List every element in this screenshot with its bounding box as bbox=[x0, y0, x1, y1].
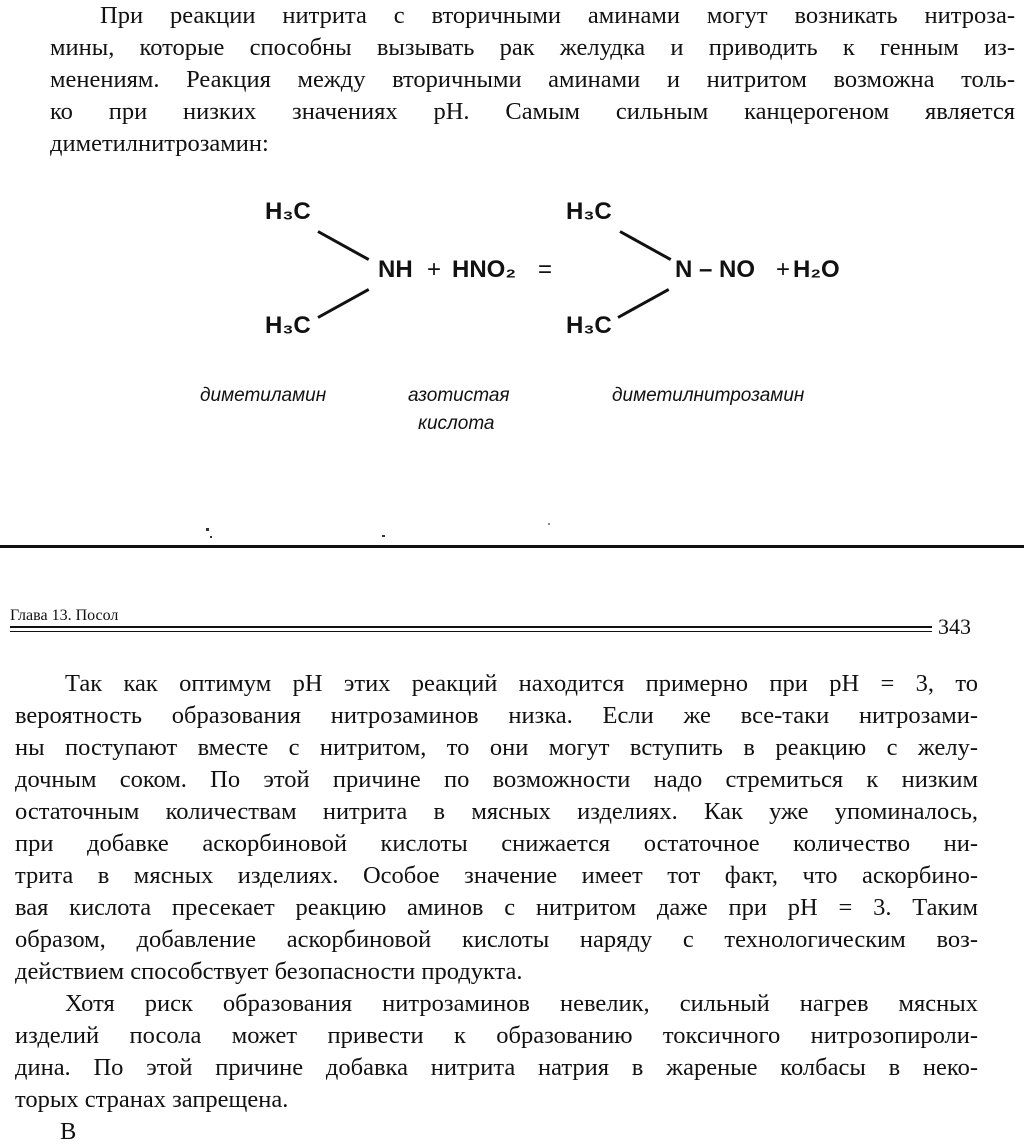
text-line: диметилнитрозамин: bbox=[50, 130, 269, 157]
bond-line bbox=[317, 288, 369, 319]
caption-nitrous-acid-line1: азотистая bbox=[408, 385, 510, 406]
bond-line bbox=[617, 288, 669, 319]
text-line: образом, добавление аскорбиновой кислоты наряду с технологическим воз- bbox=[15, 926, 978, 953]
text-line: ны поступают вместе с нитритом, то они могут вступить в реакцию с желу- bbox=[15, 734, 978, 761]
body-paragraph bbox=[15, 668, 978, 988]
scan-speck bbox=[382, 535, 385, 537]
amine-nh: NH bbox=[378, 256, 413, 283]
text-line: Хотя риск образования нитрозаминов невелик, сильный нагрев мясных bbox=[65, 990, 978, 1017]
text-line: вая кислота пресекает реакцию аминов с нитритом даже при pH = 3. Таким bbox=[15, 894, 978, 921]
header-rule bbox=[10, 631, 932, 632]
nitrous-acid-formula: HNO₂ bbox=[452, 256, 516, 283]
text-line: дочным соком. По этой причине по возможности надо стремиться к низким bbox=[15, 766, 978, 793]
nitroso-group: N – NO bbox=[675, 256, 756, 283]
text-line: Так как оптимум pH этих реакций находится примерно при pH = 3, то bbox=[65, 670, 978, 697]
methyl-group-bottom-left: H₃C bbox=[265, 312, 311, 339]
text-line: при добавке аскорбиновой кислоты снижается остаточное количество ни- bbox=[15, 830, 978, 857]
text-fragment: В bbox=[60, 1118, 77, 1145]
equals-sign: = bbox=[538, 256, 553, 283]
body-paragraph bbox=[15, 988, 978, 1116]
text-line: изделий посола может привести к образованию токсичного нитрозопироли- bbox=[15, 1022, 978, 1049]
scan-speck bbox=[548, 523, 550, 525]
page-number: 343 bbox=[938, 614, 971, 639]
top-paragraph bbox=[50, 0, 1015, 160]
bond-line bbox=[317, 230, 369, 261]
page-divider bbox=[0, 545, 1024, 548]
methyl-group-top-right: H₃C bbox=[566, 198, 612, 225]
text-line: действием способствует безопасности продукта. bbox=[15, 958, 523, 985]
methyl-group-top-left: H₃C bbox=[265, 198, 311, 225]
running-head-chapter: Глава 13. Посол bbox=[10, 607, 119, 624]
text-line: ко при низких значениях pH. Самым сильным канцерогеном является bbox=[50, 98, 1015, 125]
header-rule bbox=[10, 626, 932, 628]
text-line: трита в мясных изделиях. Особое значение имеет тот факт, что аскорбино- bbox=[15, 862, 978, 889]
methyl-group-bottom-right: H₃C bbox=[566, 312, 612, 339]
scan-speck bbox=[210, 536, 212, 538]
text-line: При реакции нитрита с вторичными аминами могут возникать нитроза- bbox=[100, 2, 1015, 29]
text-line: торых странах запрещена. bbox=[15, 1086, 289, 1113]
text-line: менениям. Реакция между вторичными аминами и нитритом возможна толь- bbox=[50, 66, 1015, 93]
plus-sign: + bbox=[776, 256, 791, 283]
bond-line bbox=[619, 230, 671, 261]
partial-next-line bbox=[60, 1116, 90, 1145]
text-line: остаточным количествам нитрита в мясных изделиях. Как уже упоминалось, bbox=[15, 798, 978, 825]
text-line: вероятность образования нитрозаминов низка. Если же все-таки нитрозами- bbox=[15, 702, 978, 729]
caption-nitrous-acid-line2: кислота bbox=[418, 413, 495, 434]
caption-dimethylnitrosamine: диметилнитрозамин bbox=[612, 385, 805, 406]
caption-dimethylamine: диметиламин bbox=[200, 385, 327, 406]
plus-sign: + bbox=[427, 256, 442, 283]
water-formula: H₂O bbox=[793, 256, 840, 283]
text-line: дина. По этой причине добавка нитрита натрия в жареные колбасы в неко- bbox=[15, 1054, 978, 1081]
scan-speck bbox=[206, 528, 209, 531]
text-line: мины, которые способны вызывать рак желудка и приводить к генным из- bbox=[50, 34, 1015, 61]
